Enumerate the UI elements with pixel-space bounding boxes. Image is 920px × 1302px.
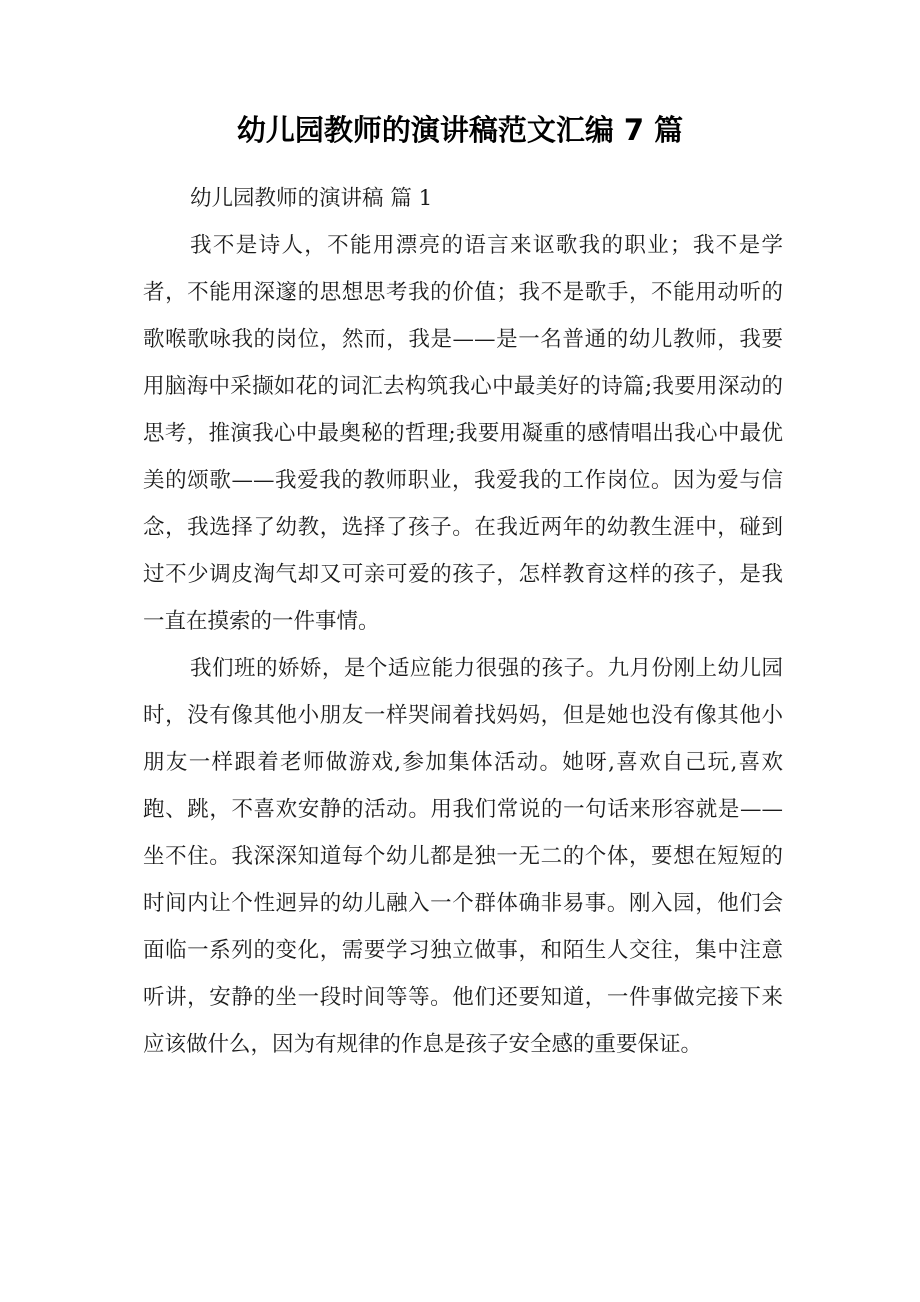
paragraph-2: 我们班的娇娇，是个适应能力很强的孩子。九月份刚上幼儿园时，没有像其他小朋友一样哭闹着找妈妈，但是她也没有像其他小朋友一样跟着老师做游戏,参加集体活动。她呀,喜欢自己玩,喜欢跑、跳，不喜欢安静的活动。用我们常说的一句话来形容就是——坐不住。我深深知道每个幼儿都是独一无二的个体，要想在短短的时间内让个性迥异的幼儿融入一个群体确非易事。刚入园，他们会面临一系列的变化，需要学习独立做事，和陌生人交往，集中注意听讲，安静的坐一段时间等等。他们还要知道，一件事做完接下来应该做什么，因为有规律的作息是孩子安全感的重要保证。 — [143, 656, 783, 1057]
document-title: 幼儿园教师的演讲稿范文汇编 7 篇 — [236, 113, 684, 147]
document-body — [143, 175, 783, 1068]
section-heading: 幼儿园教师的演讲稿 篇 1 — [190, 186, 433, 211]
paragraph-1: 我不是诗人，不能用漂亮的语言来讴歌我的职业；我不是学者，不能用深邃的思想思考我的价值；我不是歌手，不能用动听的歌喉歌咏我的岗位，然而，我是——是一名普通的幼儿教师，我要用脑海中采撷如花的词汇去构筑我心中最美好的诗篇;我要用深动的思考，推演我心中最奥秘的哲理;我要用凝重的感情唱出我心中最优美的颂歌——我爱我的教师职业，我爱我的工作岗位。因为爱与信念，我选择了幼教，选择了孩子。在我近两年的幼教生涯中，碰到过不少调皮淘气却又可亲可爱的孩子，怎样教育这样的孩子，是我一直在摸索的一件事情。 — [143, 233, 783, 634]
